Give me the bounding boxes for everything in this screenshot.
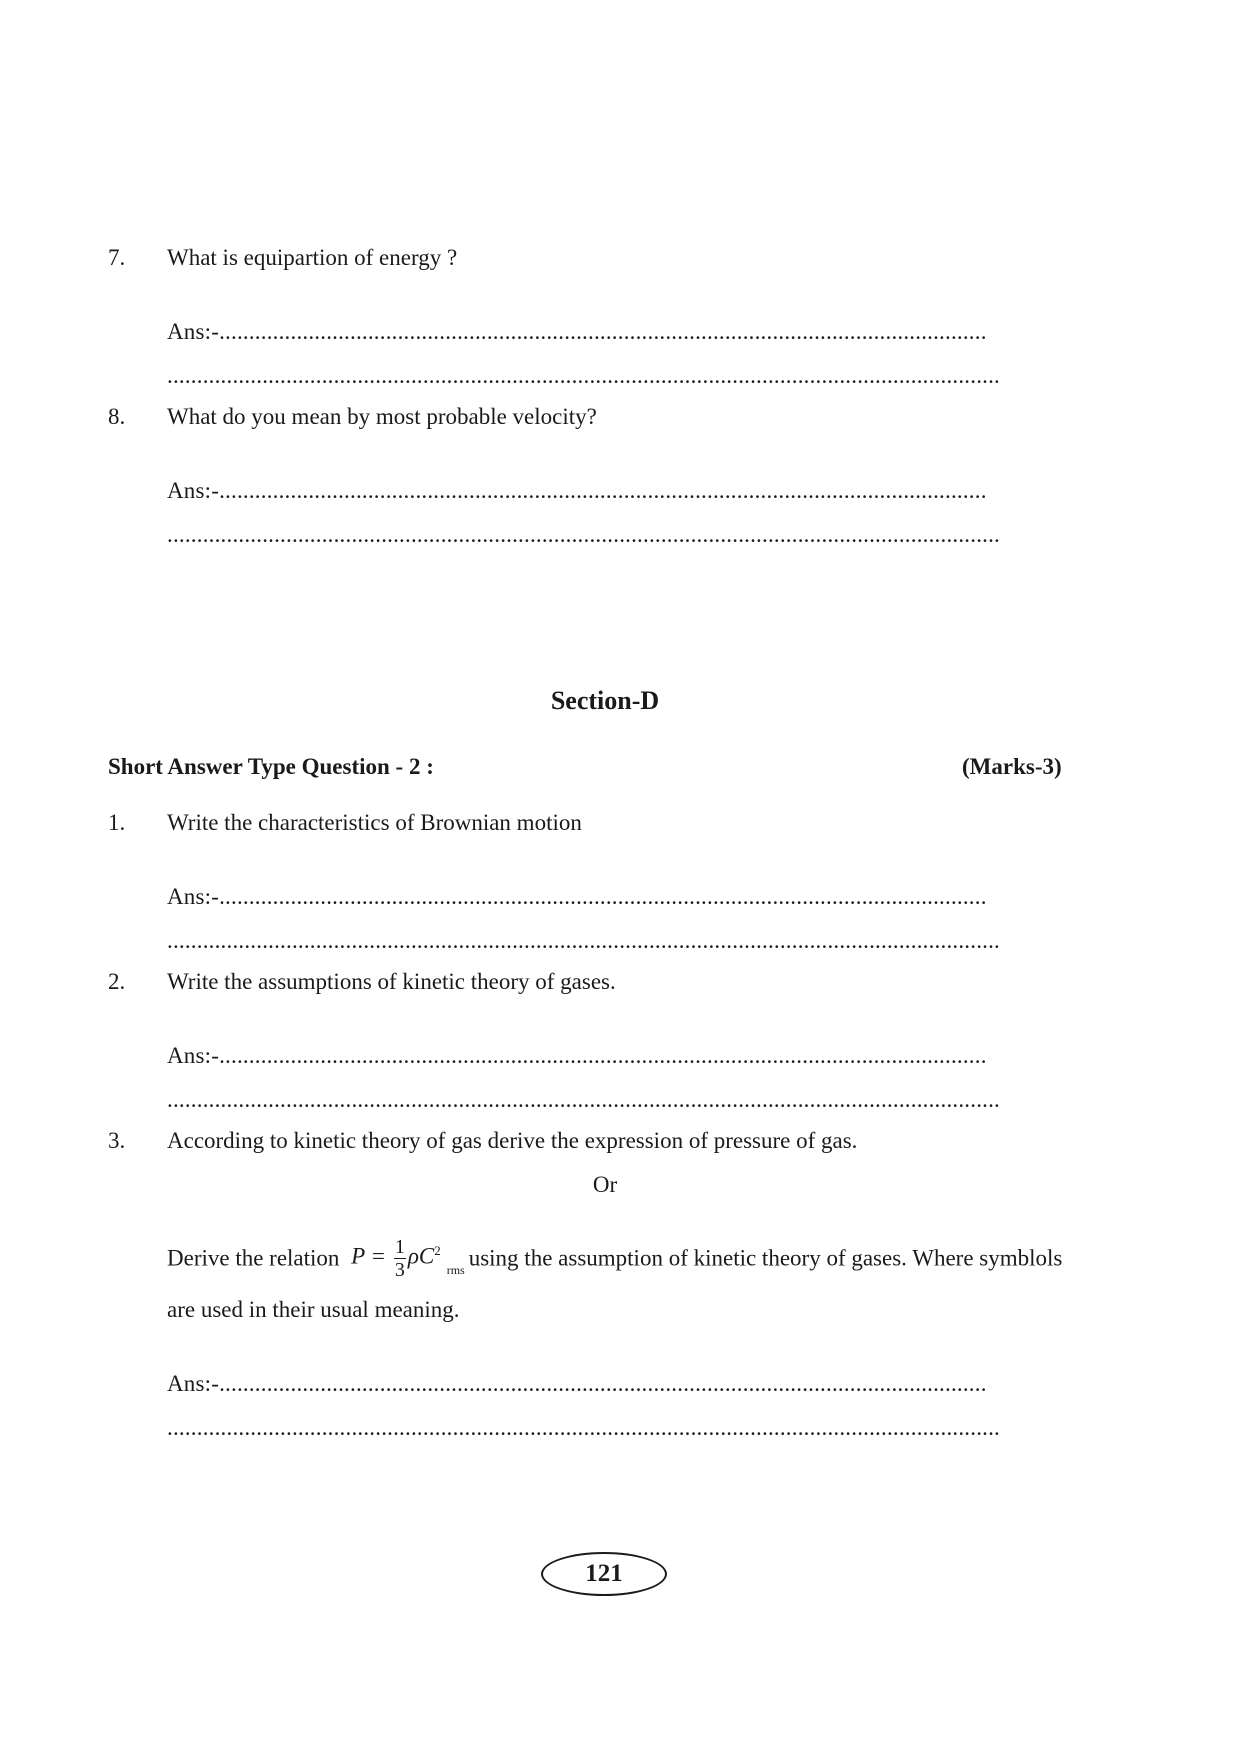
question-2-text: Write the assumptions of kinetic theory of gases. (167, 969, 616, 994)
answer-dots-8: ............................................................................................................................................ (167, 522, 1000, 547)
answer-line-8: Ans:-................................................................................................................................. (167, 478, 987, 503)
alt-suffix: using the assumption of kinetic theory of gases. Where symblols (468, 1245, 1063, 1271)
answer-line-2: Ans:-................................................................................................................................. (167, 1043, 987, 1068)
question-7-text: What is equipartion of energy ? (167, 245, 458, 270)
question-3-text: According to kinetic theory of gas derive the expression of pressure of gas. (167, 1128, 858, 1153)
formula-superscript: 2 (434, 1243, 441, 1258)
section-title: Section-D (550, 686, 660, 715)
question-number-7: 7. (108, 245, 126, 270)
question-number-2: 2. (108, 969, 126, 994)
pressure-formula (351, 1222, 465, 1299)
answer-line-1: Ans:-................................................................................................................................. (167, 884, 987, 909)
formula-lhs: P = (351, 1243, 387, 1269)
fraction-denominator: 3 (394, 1258, 405, 1281)
fraction-numerator: 1 (394, 1235, 405, 1258)
question-1-text: Write the characteristics of Brownian motion (167, 810, 582, 835)
alt-prefix: Derive the relation (167, 1245, 340, 1271)
question-3-alternative (167, 1222, 1062, 1299)
question-number-1: 1. (108, 810, 126, 835)
section-subheading: Short Answer Type Question - 2 : (108, 754, 434, 779)
answer-dots-2: ............................................................................................................................................ (167, 1087, 1000, 1112)
answer-line-7: Ans:-................................................................................................................................. (167, 319, 987, 344)
section-marks: (Marks-3) (962, 754, 1062, 779)
page-number: 121 (541, 1552, 667, 1596)
question-number-8: 8. (108, 404, 126, 429)
formula-fraction (394, 1236, 406, 1281)
answer-dots-1: ............................................................................................................................................ (167, 928, 1000, 953)
or-separator: Or (592, 1172, 618, 1197)
answer-dots-3: ............................................................................................................................................ (167, 1415, 1000, 1440)
alt-line-2: are used in their usual meaning. (167, 1297, 460, 1322)
question-8-text: What do you mean by most probable velocity? (167, 404, 597, 429)
formula-subscript: rms (446, 1262, 465, 1277)
answer-line-3: Ans:-................................................................................................................................. (167, 1371, 987, 1396)
answer-dots-7: ............................................................................................................................................ (167, 363, 1000, 388)
question-number-3: 3. (108, 1128, 126, 1153)
formula-rho-c: ρC (407, 1243, 435, 1269)
